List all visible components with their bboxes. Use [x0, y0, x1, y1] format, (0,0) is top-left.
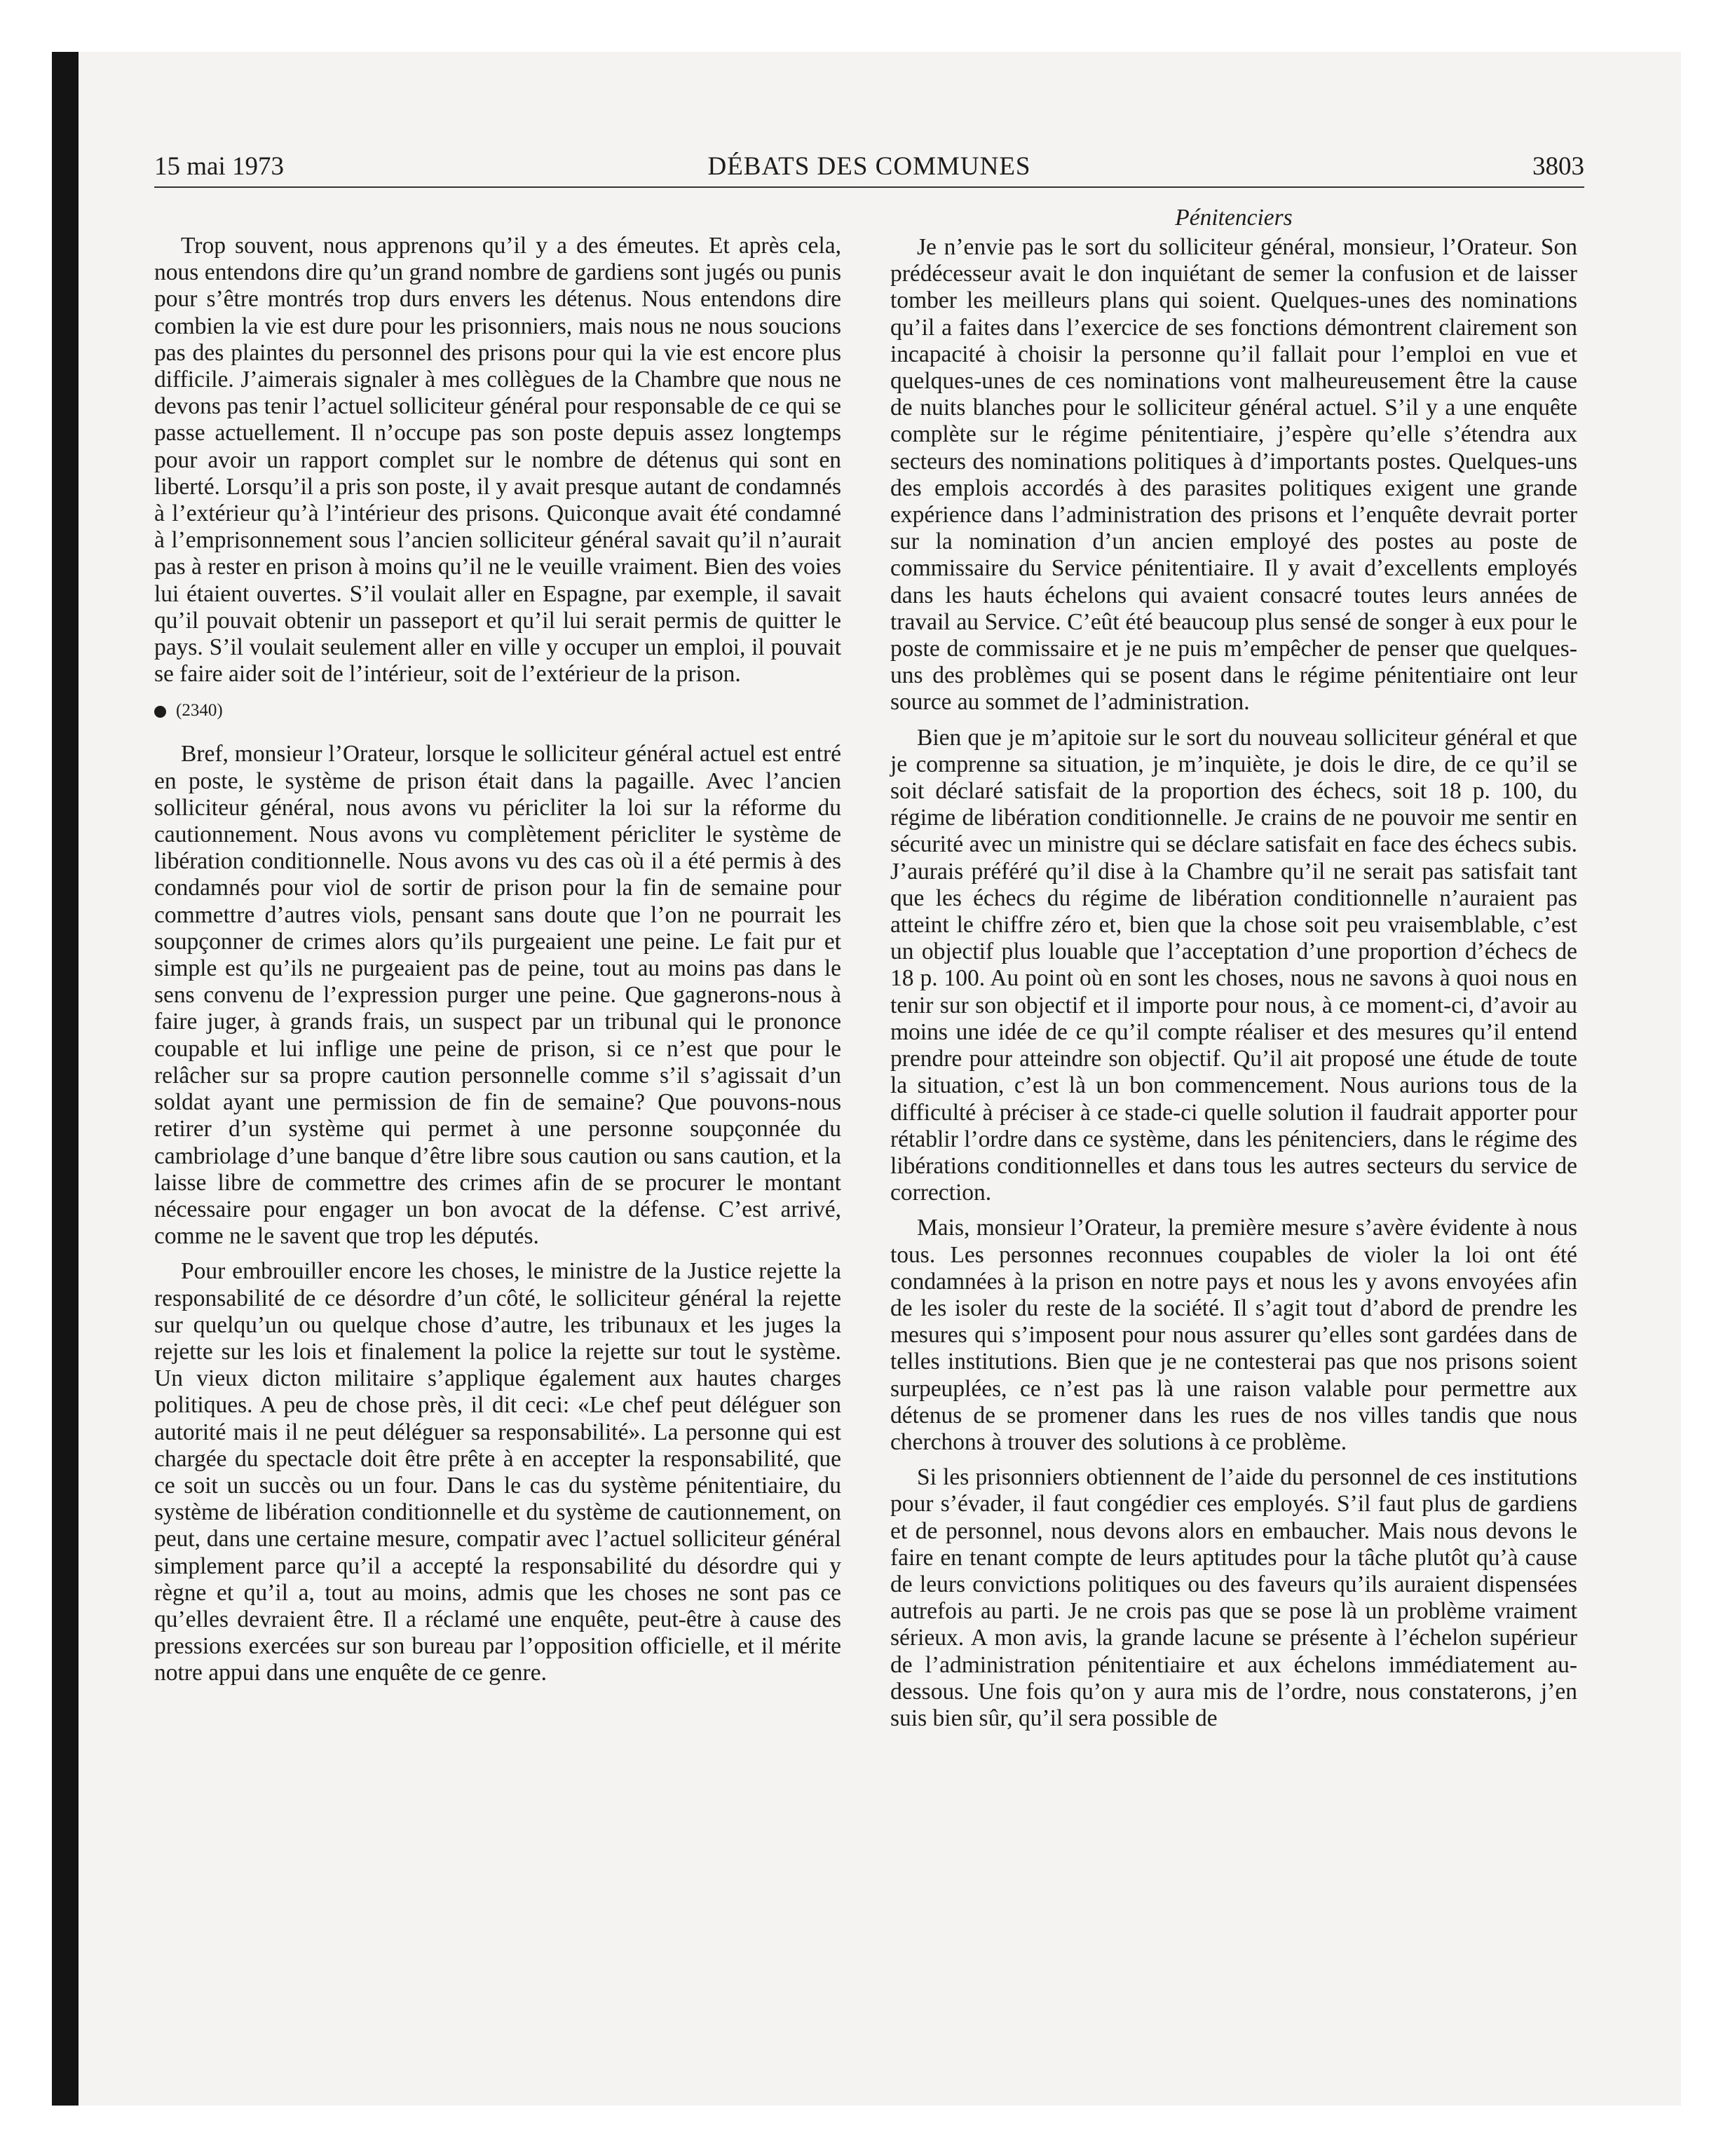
page-header [154, 151, 1584, 184]
header-page-number: 3803 [1532, 152, 1584, 181]
right-column [890, 203, 1577, 1740]
paragraph: Bref, monsieur l’Orateur, lorsque le solliciteur général actuel est entré en poste, le système de prison était dans la pagaille. Avec l’ancien solliciteur général, nous avons vu péricliter la loi sur la réforme du cautionnement. Nous avons vu complètement péricliter le système de libération conditionnelle. Nous avons vu des cas où il a été permis à des condamnés pour viol de sortir de prison pour la fin de semaine pour commettre d’autres viols, pensant sans doute que l’on ne pourrait les soupçonner de crimes alors qu’ils purgeaient une peine. Le fait pur et simple est qu’ils ne purgeaient pas de peine, tout au moins pas dans le sens convenu de l’expression purger une peine. Que gagnerons-nous à faire juger, à grands frais, un suspect par un tribunal qui le prononce coupable et lui inflige une peine de prison, si ce n’est que pour le relâcher sur sa propre caution personnelle comme s’il s’agissait d’un soldat ayant une permission de fin de semaine? Que pouvons-nous retirer d’un système qui permet à une personne soupçonnée du cambriolage d’une banque d’être libre sous caution ou sans caution, et la laisse libre de commettre des crimes afin de se procurer le montant nécessaire pour engager un bon avocat de la défense. C’est arrivé, comme ne le savent que trop les députés. [154, 741, 841, 1250]
header-rule [154, 186, 1584, 188]
paragraph: Trop souvent, nous apprenons qu’il y a des émeutes. Et après cela, nous entendons dire qu’un grand nombre de gardiens sont jugés ou punis pour s’être montrés trop durs envers les détenus. Nous entendons dire combien la vie est dure pour les prisonniers, mais nous ne nous soucions pas des plaintes du personnel des prisons pour qui la vie est encore plus difficile. J’aimerais signaler à mes collègues de la Chambre que nous ne devons pas tenir l’actuel solliciteur général pour responsable de ce qui se passe actuellement. Il n’occupe pas son poste depuis assez longtemps pour avoir un rapport complet sur le nombre de détenus qui sont en liberté. Lorsqu’il a pris son poste, il y avait presque autant de condamnés à l’extérieur qu’à l’intérieur des prisons. Quiconque avait été condamné à l’emprisonnement sous l’ancien solliciteur général savait qu’il n’aurait pas à rester en prison à moins qu’il ne le veuille vraiment. Bien des voies lui étaient ouvertes. S’il voulait aller en Espagne, par exemple, il savait qu’il pouvait obtenir un passeport et qu’il lui serait permis de quitter le pays. S’il voulait seulement aller en ville y occuper un emploi, il pouvait se faire aider soit de l’intérieur, soit de l’extérieur de la prison. [154, 233, 841, 688]
header-date: 15 mai 1973 [154, 152, 284, 181]
time-marker [154, 700, 841, 721]
column-top-spacer [154, 203, 841, 233]
section-title: Pénitenciers [1175, 205, 1293, 231]
header-title: DÉBATS DES COMMUNES [707, 152, 1031, 181]
paragraph: Pour embrouiller encore les choses, le ministre de la Justice rejette la responsabilité de ce désordre d’un côté, le solliciteur général la rejette sur quelqu’un ou quelque chose d’autre, les tribunaux et les juges la rejette sur les lois et finalement la police la rejette sur tout le système. Un vieux dicton militaire s’applique également aux hautes charges politiques. A peu de chose près, il dit ceci: «Le chef peut déléguer son autorité mais il ne peut déléguer sa responsabilité». La personne qui est chargée du spectacle doit être prête à en accepter la responsabilité, que ce soit un succès ou un four. Dans le cas du système pénitentiaire, du système de libération conditionnelle et du système de cautionnement, on peut, dans une certaine mesure, compatir avec l’actuel solliciteur général simplement parce qu’il a accepté la responsabilité du désordre qui y règne et qu’il a, tout au moins, admis que les choses ne sont pas ce qu’elles devraient être. Il a réclamé une enquête, peut-être à cause des pressions exercées sur son bureau par l’opposition officielle, et il mérite notre appui dans une enquête de ce genre. [154, 1258, 841, 1686]
paragraph: Je n’envie pas le sort du solliciteur général, monsieur, l’Orateur. Son prédécesseur avait le don inquiétant de semer la confusion et de laisser tomber les meilleurs plans qui soient. Quelques-unes des nominations qu’il a faites dans l’exercice de ses fonctions démontrent clairement son incapacité à choisir la personne qu’il fallait pour l’emploi en vue et quelques-unes de ces nominations vont malheureusement être la cause de nuits blanches pour le solliciteur général actuel. S’il y a une enquête complète sur le régime pénitentiaire, j’espère qu’elle s’étendra aux secteurs des nominations politiques à d’importants postes. Quelques-uns des emplois accordés à des parasites politiques exigent une grande expérience dans l’administration des prisons et l’enquête devrait porter sur la nomination d’un ancien employé des postes au poste de commissaire du Service pénitentiaire. Il y avait d’excellents employés dans les hauts échelons qui avaient consacré toutes leurs années de travail au Service. C’eût été beaucoup plus sensé de songer à eux pour le poste de commissaire et je ne puis m’empêcher de penser que quelques-uns des problèmes qui se posent dans le régime pénitentiaire ont leur source au sommet de l’administration. [890, 234, 1577, 716]
left-column [154, 203, 841, 1696]
paragraph: Mais, monsieur l’Orateur, la première mesure s’avère évidente à nous tous. Les personnes reconnues coupables de violer la loi ont été condamnées à la prison en notre pays et nous les y avons envoyées afin de les isoler du reste de la société. Il s’agit tout d’abord de prendre les mesures qui s’imposent pour nous assurer qu’elles sont gardées dans de telles institutions. Bien que je ne contesterai pas que nos prisons soient surpeuplées, ce n’est pas là une raison valable pour permettre aux détenus de se promener dans les rues de nos villes tandis que nous cherchons à trouver des solutions à ce problème. [890, 1215, 1577, 1455]
bullet-icon [154, 706, 166, 718]
paragraph: Bien que je m’apitoie sur le sort du nouveau solliciteur général et que je comprenne sa situation, je m’inquiète, je dois le dire, de ce qu’il se soit déclaré satisfait de la proportion des échecs, soit 18 p. 100, du régime de libération conditionnelle. Je crains de ne pouvoir me sentir en sécurité avec un ministre qui se déclare satisfait en face des échecs subis. J’aurais préféré qu’il dise à la Chambre qu’il ne serait pas satisfait tant que les échecs du régime de libération conditionnelle n’auraient pas atteint le chiffre zéro et, bien que la chose soit peu vraisemblable, c’est un objectif plus louable que l’acceptation d’une proportion d’échecs de 18 p. 100. Au point où en sont les choses, nous ne savons à quoi nous en tenir sur son objectif et il importe pour nous, à ce moment-ci, d’avoir au moins une idée de ce qu’il compte réaliser et des mesures qu’il entend prendre pour atteindre son objectif. Qu’il ait proposé une étude de toute la situation, c’est là un bon commencement. Nous aurions tous de la difficulté à préciser à ce stade-ci quelle solution il faudrait apporter pour rétablir l’ordre dans ce système, dans les pénitenciers, dans le régime des libérations conditionnelles et dans tous les autres secteurs du service de correction. [890, 724, 1577, 1206]
paragraph: Si les prisonniers obtiennent de l’aide du personnel de ces institutions pour s’évader, il faut congédier ces employés. S’il faut plus de gardiens et de personnel, nous devons alors en embaucher. Mais nous devons le faire en tenant compte de leurs aptitudes pour la tâche plutôt qu’à cause de leurs convictions politiques ou des faveurs qu’ils auraient dispensées autrefois au parti. Je ne crois pas que se pose là un problème vraiment sérieux. A mon avis, la grande lacune se présente à l’échelon supérieur de l’administration pénitentiaire et aux échelons immédiatement au-dessous. Une fois qu’on y aura mis de l’ordre, nous constaterons, j’en suis bien sûr, qu’il sera possible de [890, 1464, 1577, 1731]
time-marker-label: (2340) [176, 701, 223, 721]
scan-binding-edge [52, 52, 79, 2106]
